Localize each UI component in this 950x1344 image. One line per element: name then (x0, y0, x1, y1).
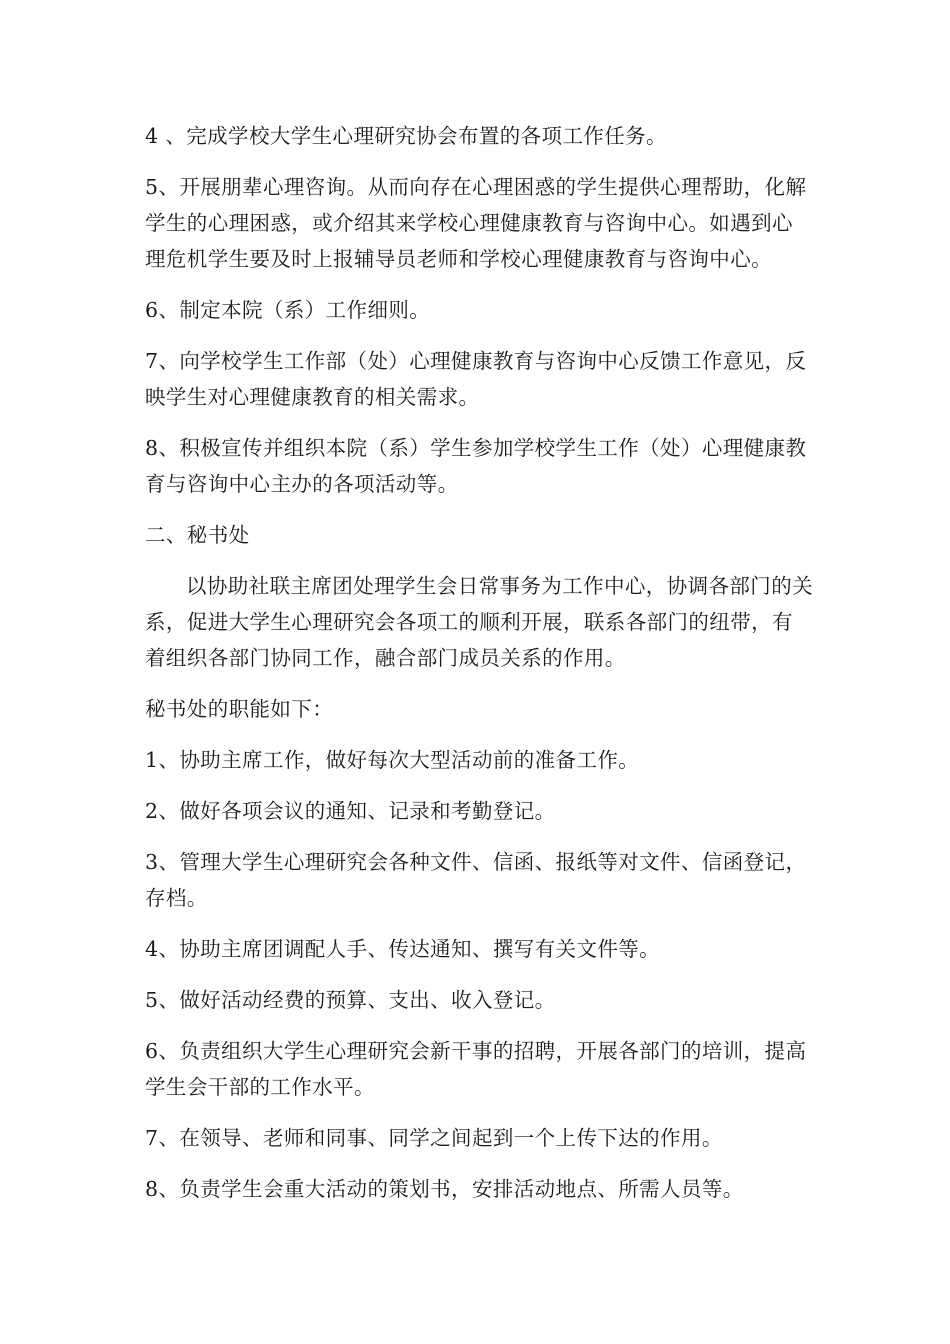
document-body (145, 118, 813, 1222)
secretariat-item-5: 5、做好活动经费的预算、支出、收入登记。 (145, 988, 556, 1012)
secretariat-item-6: 6、负责组织大学生心理研究会新干事的招聘，开展各部门的培训，提高学生会干部的工作水平。 (145, 1039, 807, 1099)
secretariat-item-3: 3、管理大学生心理研究会各种文件、信函、报纸等对文件、信函登记，存档。 (145, 850, 807, 910)
secretariat-item-7: 7、在领导、老师和同事、同学之间起到一个上传下达的作用。 (145, 1126, 723, 1150)
secretariat-intro: 以协助社联主席团处理学生会日常事务为工作中心，协调各部门的关系，促进大学生心理研究会各项工的顺利开展，联系各部门的纽带，有着组织各部门协同工作，融合部门成员关系的作用。 (145, 574, 813, 670)
secretariat-item-4: 4、协助主席团调配人手、传达通知、撰写有关文件等。 (145, 937, 661, 961)
item-8-promotion: 8、积极宣传并组织本院（系）学生参加学校学生工作（处）心理健康教育与咨询中心主办的各项活动等。 (145, 436, 807, 496)
section-heading-secretariat: 二、秘书处 (145, 523, 250, 547)
secretariat-functions-label: 秘书处的职能如下： (145, 697, 334, 721)
item-7-feedback: 7、向学校学生工作部（处）心理健康教育与咨询中心反馈工作意见，反映学生对心理健康教育的相关需求。 (145, 349, 807, 409)
secretariat-item-8: 8、负责学生会重大活动的策划书，安排活动地点、所需人员等。 (145, 1177, 744, 1201)
item-6-work-rules: 6、制定本院（系）工作细则。 (145, 298, 431, 322)
secretariat-item-2: 2、做好各项会议的通知、记录和考勤登记。 (145, 799, 556, 823)
item-5-peer-counseling: 5、开展朋辈心理咨询。从而向存在心理困惑的学生提供心理帮助，化解学生的心理困惑，或介绍其来学校心理健康教育与咨询中心。如遇到心理危机学生要及时上报辅导员老师和学校心理健康教育与咨询中心。 (145, 175, 807, 271)
item-4-complete-tasks: 4 、完成学校大学生心理研究协会布置的各项工作任务。 (145, 124, 667, 148)
secretariat-item-1: 1、协助主席工作，做好每次大型活动前的准备工作。 (145, 748, 640, 772)
